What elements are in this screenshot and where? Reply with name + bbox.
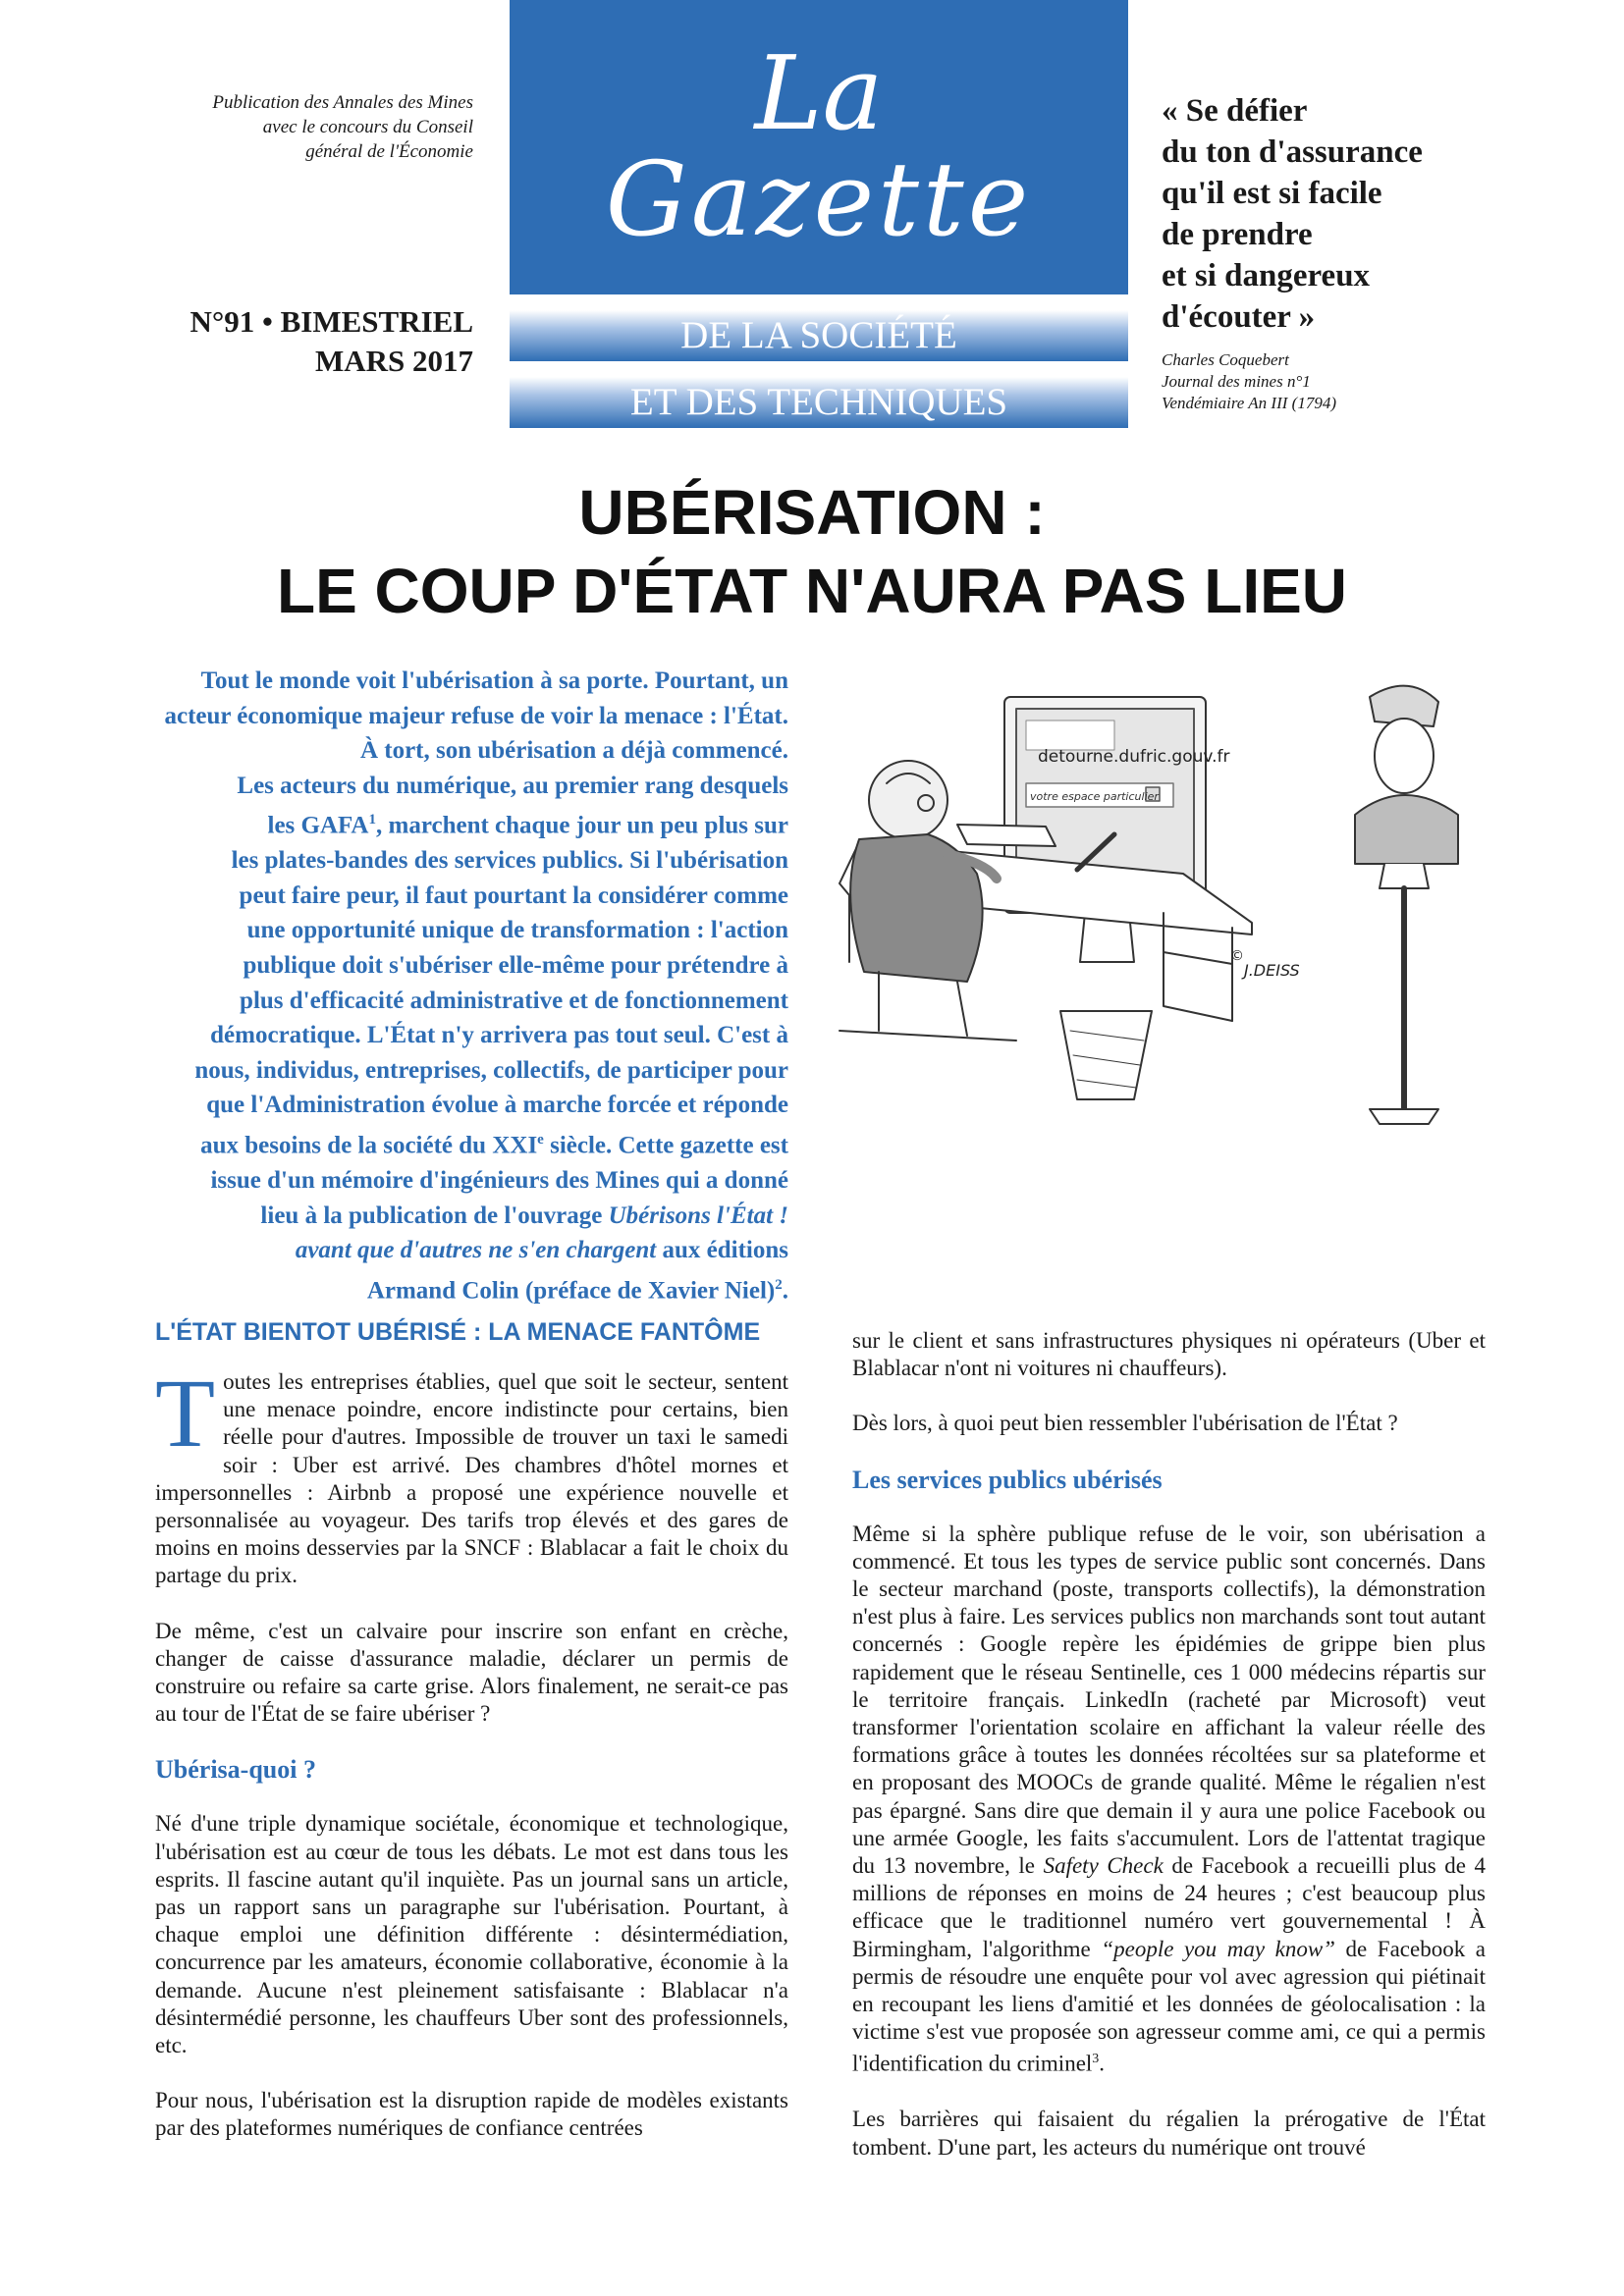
lead-line: nous, individus, entreprises, collectifs, de participer pour xyxy=(194,1056,788,1084)
book-title: avant que d'autres ne s'en chargent xyxy=(295,1237,657,1264)
lead-line xyxy=(155,1199,788,1234)
issue-info xyxy=(128,302,473,381)
keyboard xyxy=(957,825,1056,846)
headline-line2: LE COUP D'ÉTAT N'AURA PAS LIEU xyxy=(276,556,1348,626)
lead-text: siècle. Cette gazette est xyxy=(543,1132,788,1159)
masthead-la: La xyxy=(754,33,884,153)
lead-text: aux éditions xyxy=(656,1237,788,1264)
quote-author: Charles Coquebert xyxy=(1162,350,1289,369)
emphasis: “people you may know” xyxy=(1101,1936,1335,1961)
lead-text: aux besoins de la société du XXI xyxy=(200,1132,538,1159)
issue-date: MARS 2017 xyxy=(314,344,473,378)
section-title: L'ÉTAT BIENTOT UBÉRISÉ : LA MENACE FANTÔME xyxy=(155,1318,761,1346)
lead-text: . xyxy=(782,1277,788,1305)
lead-line: que l'Administration évolue à marche forcée et réponde xyxy=(206,1092,788,1119)
lead-paragraph xyxy=(155,664,788,1308)
pedestal-foot xyxy=(1370,1109,1438,1124)
paragraph xyxy=(155,1359,788,1590)
footnote-ref: 1 xyxy=(368,812,376,828)
chair-base xyxy=(839,1031,1016,1041)
paragraph-text: de Facebook a recueilli plus de 4 millions de réponses en moins de 24 heures ; c'est beaucoup plus efficace que le traditionnel numéro vert gouvernemental ! À Birmingham, l'algorithme xyxy=(852,1853,1486,1961)
subsection-title: Ubérisa-quoi ? xyxy=(155,1755,316,1785)
copyright-mark: © xyxy=(1230,948,1244,964)
lead-line: publique doit s'ubériser elle-même pour prétendre à xyxy=(243,952,788,980)
lead-line xyxy=(155,1233,788,1268)
quote-line: et si dangereux xyxy=(1162,258,1371,294)
footnote-ref: 2 xyxy=(775,1276,783,1293)
bust-base xyxy=(1380,864,1429,888)
headline-line1: UBÉRISATION : xyxy=(578,477,1046,548)
drop-cap: T xyxy=(155,1359,216,1468)
article-column-left xyxy=(155,1317,788,2170)
lead-text: les GAFA xyxy=(267,812,369,839)
publisher-line: avec le concours du Conseil xyxy=(262,117,473,137)
lead-line: plus d'efficacité administrative et de fonctionnement xyxy=(240,987,788,1014)
paragraph-text: de Facebook a permis de résoudre une enquête pour vol avec agression qui piétinait en recoupant les liens d'amitié et les données de géolocalisation : la victime s'est vue proposée son agresseur comme ami, ce qui a permis l'identification du criminel xyxy=(852,1936,1486,2077)
paragraph: Pour nous, l'ubérisation est la disruption rapide de modèles existants par des plateformes numériques de confiance centrées xyxy=(155,2088,788,2141)
paragraph: Né d'une triple dynamique sociétale, économique et technologique, l'ubérisation est au cœur de tous les débats. Le mot est dans tous les esprits. Il fascine autant qu'il inquiète. Pas un journal sans un article, pas un rapport sans un paragraphe sur l'ubérisation. Pourtant, à chaque emploi une définition différente : désintermédiation, concurrence par les amateurs, économie collaborative, économie à la demande. Aucune n'est pleinement satisfaisante : Blablacar n'a désintermédié personne, les chauffeurs Uber sont des professionnels, etc. xyxy=(155,1811,788,2058)
lead-text: , marchent chaque jour un peu plus sur xyxy=(376,812,788,839)
quote-line: de prendre xyxy=(1162,217,1313,252)
epigraph-quote xyxy=(1162,90,1574,338)
quote-line: d'écouter » xyxy=(1162,299,1316,335)
paragraph: Dès lors, à quoi peut bien ressembler l'ubérisation de l'État ? xyxy=(852,1411,1398,1436)
paragraph: De même, c'est un calvaire pour inscrire son enfant en crèche, changer de caisse d'assurance maladie, déclarer un permis de construire ou refaire sa carte grise. Alors finalement, ne serait-ce pas au tour de l'État de se faire ubériser ? xyxy=(155,1618,788,1727)
lead-line xyxy=(155,1123,788,1163)
publisher-line: Publication des Annales des Mines xyxy=(212,92,473,113)
lead-line: Les acteurs du numérique, au premier rang desquels xyxy=(237,772,788,799)
paragraph xyxy=(852,1521,1486,2079)
paragraph-text: . xyxy=(1099,2052,1106,2077)
quote-source: Journal des mines n°1 xyxy=(1162,372,1311,391)
book-title: Ubérisons l'État ! xyxy=(608,1201,788,1229)
desk-drawer xyxy=(1164,952,1232,1021)
lead-line: acteur économique majeur refuse de voir la menace : l'État. xyxy=(164,702,788,729)
quote-line: du ton d'assurance xyxy=(1162,134,1423,170)
paragraph: Les barrières qui faisaient du régalien la prérogative de l'État tombent. D'une part, les acteurs du numérique ont trouvé xyxy=(852,2107,1486,2160)
cartoon-illustration xyxy=(820,677,1468,1193)
headline xyxy=(0,473,1624,630)
paragraph-text: outes les entreprises établies, quel que soit le secteur, sentent une menace poindre, encore indistincte pour certains, bien réelle pour d'autres. Impossible de trouver un taxi le samedi soir : Uber est arrivé. Des chambres d'hôtel mornes et impersonnelles : Airbnb a proposé une expérience nouvelle et personnalisée au voyageur. Des tarifs trop élevés et des gares de moins en moins desservies par la SNCF : Blablacar a fait le choix du partage du prix. xyxy=(155,1369,788,1588)
quote-attribution xyxy=(1162,349,1574,414)
quote-line: qu'il est si facile xyxy=(1162,176,1382,211)
lead-line: issue d'un mémoire d'ingénieurs des Mines qui a donné xyxy=(210,1166,788,1194)
subsection-title: Les services publics ubérisés xyxy=(852,1465,1163,1494)
paragraph-text: Même si la sphère publique refuse de le voir, son ubérisation a commencé. Et tous les types de service public sont concernés. Dans le secteur marchand (poste, transports collectifs), la démonstration n'est plus à faire. Les services publics non marchands sont tout autant concernés : Google repère les épidémies de grippe bien plus rapidement que le réseau Sentinelle, ces 1 000 médecins répartis sur le territoire français. LinkedIn (racheté par Microsoft) veut transformer l'orientation scolaire en affichant la valeur réelle des formations grâce à toutes les données récoltées sur sa plateforme et en proposant des MOOCs de grande qualité. Même le régalien n'est pas épargné. Sans dire que demain il y aura une police Facebook ou une armée Google, les faits s'accumulent. Lors de l'attentat tragique du 13 novembre, le xyxy=(852,1521,1486,1879)
article-column-right xyxy=(852,1327,1486,2189)
masthead-band-techniques: ET DES TECHNIQUES xyxy=(510,377,1128,428)
publisher-line: général de l'Économie xyxy=(305,141,473,162)
bust-shoulders xyxy=(1355,795,1458,864)
lead-line: les plates-bandes des services publics. Si l'ubérisation xyxy=(231,847,788,875)
chair-legs xyxy=(879,972,967,1036)
lead-text: lieu à la publication de l'ouvrage xyxy=(260,1201,609,1229)
footnote-ref: 3 xyxy=(1092,2052,1100,2067)
screen-login-label: votre espace particulier xyxy=(1030,790,1159,803)
masthead xyxy=(510,0,1128,432)
gov-logo-box xyxy=(1026,721,1114,750)
masthead-gazette: Gazette xyxy=(605,139,1033,259)
quote-line: « Se défier xyxy=(1162,93,1308,129)
screen-url: detourne.dufric.gouv.fr xyxy=(1038,747,1230,767)
lead-line: une opportunité unique de transformation : l'action xyxy=(246,917,788,944)
cartoon-drawing xyxy=(820,677,1468,1193)
lead-line: peut faire peur, il faut pourtant la considérer comme xyxy=(239,881,788,909)
artist-signature: J.DEISS xyxy=(1244,961,1300,980)
lead-text: Armand Colin (préface de Xavier Niel) xyxy=(366,1277,776,1305)
lead-line xyxy=(155,803,788,843)
paragraph: sur le client et sans infrastructures physiques ni opérateurs (Uber et Blablacar n'ont ni voitures ni chauffeurs). xyxy=(852,1328,1486,1381)
lead-line: Tout le monde voit l'ubérisation à sa porte. Pourtant, un xyxy=(200,667,788,694)
lead-line: À tort, son ubérisation a déjà commencé. xyxy=(359,737,788,765)
quote-source-date: Vendémiaire An III (1794) xyxy=(1162,394,1336,412)
lead-line xyxy=(155,1268,788,1308)
publisher-info xyxy=(128,90,473,164)
masthead-band-societe: DE LA SOCIÉTÉ xyxy=(510,310,1128,361)
lead-line: démocratique. L'État n'y arrivera pas tout seul. C'est à xyxy=(210,1022,788,1049)
emphasis: Safety Check xyxy=(1043,1853,1164,1879)
superscript: e xyxy=(537,1132,544,1148)
issue-number: N°91 • BIMESTRIEL xyxy=(189,304,473,339)
bust-face xyxy=(1375,719,1434,793)
